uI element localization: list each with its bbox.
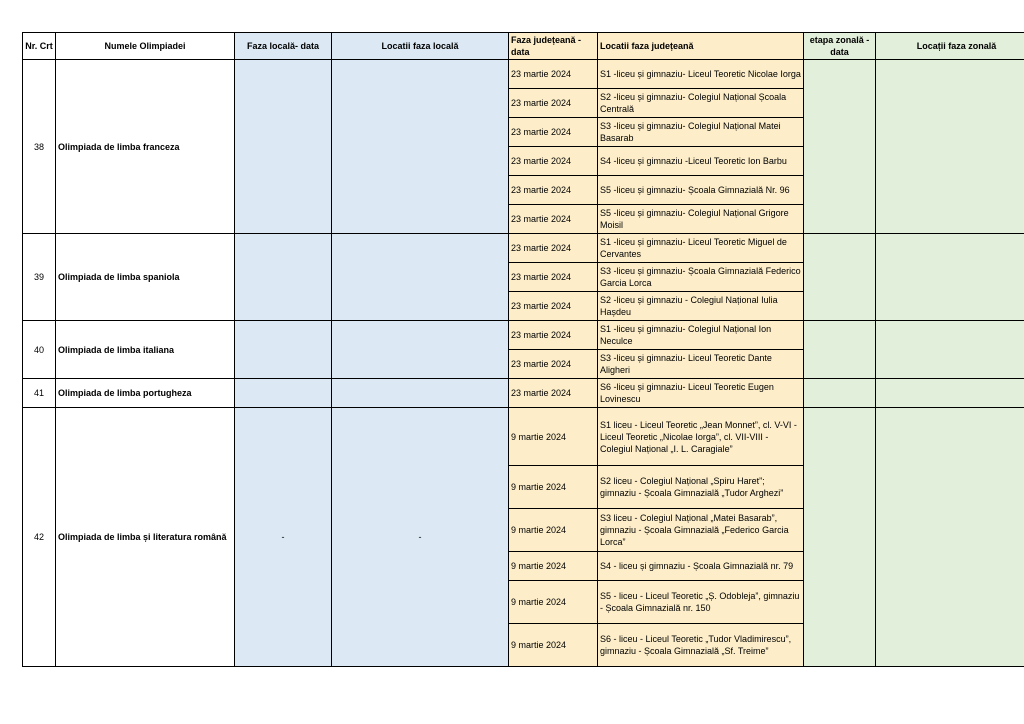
- zonal-date-cell: [804, 60, 876, 234]
- county-date-cell: 23 martie 2024: [509, 379, 598, 408]
- local-date-cell: -: [235, 408, 332, 667]
- header-local-date: Faza locală- data: [235, 33, 332, 60]
- county-date-cell: 23 martie 2024: [509, 147, 598, 176]
- county-date-cell: 23 martie 2024: [509, 205, 598, 234]
- county-date-cell: 23 martie 2024: [509, 263, 598, 292]
- header-zonal-locations: Locații faza zonală: [876, 33, 1024, 60]
- county-location-cell: S3 -liceu și gimnaziu- Colegiul Național Matei Basarab: [598, 118, 804, 147]
- county-location-cell: S5 - liceu - Liceul Teoretic „Ș. Odobleja”, gimnaziu - Școala Gimnazială nr. 150: [598, 581, 804, 624]
- zonal-location-cell: [876, 408, 1024, 667]
- county-date-cell: 9 martie 2024: [509, 466, 598, 509]
- county-location-cell: S3 liceu - Colegiul Național „Matei Basarab”, gimnaziu - Școala Gimnazială „Federico Garcia Lorca”: [598, 509, 804, 552]
- county-location-cell: S5 -liceu și gimnaziu- Colegiul Național Grigore Moisil: [598, 205, 804, 234]
- olympiad-number: 39: [23, 234, 56, 321]
- county-date-cell: 9 martie 2024: [509, 624, 598, 667]
- county-date-cell: 23 martie 2024: [509, 89, 598, 118]
- county-date-cell: 9 martie 2024: [509, 581, 598, 624]
- olympiad-number: 42: [23, 408, 56, 667]
- local-date-cell: [235, 60, 332, 234]
- zonal-date-cell: [804, 379, 876, 408]
- zonal-location-cell: [876, 60, 1024, 234]
- table-row: [23, 379, 1024, 408]
- local-location-cell: [332, 60, 509, 234]
- county-location-cell: S2 -liceu și gimnaziu - Colegiul Național Iulia Hașdeu: [598, 292, 804, 321]
- olympiad-name: Olimpiada de limba și literatura română: [56, 408, 235, 667]
- table-row: [23, 234, 1024, 263]
- county-location-cell: S1 -liceu și gimnaziu- Liceul Teoretic Miguel de Cervantes: [598, 234, 804, 263]
- zonal-location-cell: [876, 379, 1024, 408]
- county-location-cell: S3 -liceu și gimnaziu- Liceul Teoretic Dante Aligheri: [598, 350, 804, 379]
- olympiad-name: Olimpiada de limba italiana: [56, 321, 235, 379]
- county-location-cell: S2 liceu - Colegiul Național „Spiru Haret”; gimnaziu - Școala Gimnazială „Tudor Arghezi”: [598, 466, 804, 509]
- county-date-cell: 23 martie 2024: [509, 350, 598, 379]
- county-location-cell: S4 -liceu și gimnaziu -Liceul Teoretic Ion Barbu: [598, 147, 804, 176]
- table-row: [23, 408, 1024, 466]
- local-date-cell: [235, 234, 332, 321]
- olympiad-name: Olimpiada de limba franceza: [56, 60, 235, 234]
- olympiad-number: 38: [23, 60, 56, 234]
- local-location-cell: [332, 321, 509, 379]
- county-date-cell: 9 martie 2024: [509, 408, 598, 466]
- local-location-cell: -: [332, 408, 509, 667]
- county-location-cell: S5 -liceu și gimnaziu- Școala Gimnazială Nr. 96: [598, 176, 804, 205]
- county-date-cell: 23 martie 2024: [509, 118, 598, 147]
- county-location-cell: S1 -liceu și gimnaziu- Colegiul Național Ion Neculce: [598, 321, 804, 350]
- zonal-location-cell: [876, 234, 1024, 321]
- county-date-cell: 9 martie 2024: [509, 509, 598, 552]
- olympiad-schedule-table: [22, 32, 1024, 667]
- header-zonal-date: etapa zonală - data: [804, 33, 876, 60]
- zonal-location-cell: [876, 321, 1024, 379]
- county-date-cell: 23 martie 2024: [509, 60, 598, 89]
- header-row: [23, 33, 1024, 60]
- olympiad-name: Olimpiada de limba portugheza: [56, 379, 235, 408]
- county-location-cell: S1 liceu - Liceul Teoretic „Jean Monnet”, cl. V-VI - Liceul Teoretic „Nicolae Iorga”, cl. VII-VIII - Colegiul Național „I. L. Caragiale”: [598, 408, 804, 466]
- header-county-date: Faza județeană - data: [509, 33, 598, 60]
- table-body: [23, 60, 1024, 667]
- header-local-locations: Locatii faza locală: [332, 33, 509, 60]
- county-location-cell: S1 -liceu și gimnaziu- Liceul Teoretic Nicolae Iorga: [598, 60, 804, 89]
- county-location-cell: S3 -liceu și gimnaziu- Școala Gimnazială Federico Garcia Lorca: [598, 263, 804, 292]
- table-row: [23, 321, 1024, 350]
- county-location-cell: S6 -liceu și gimnaziu- Liceul Teoretic Eugen Lovinescu: [598, 379, 804, 408]
- county-location-cell: S4 - liceu și gimnaziu - Școala Gimnazială nr. 79: [598, 552, 804, 581]
- header-nr: Nr. Crt: [23, 33, 56, 60]
- county-date-cell: 23 martie 2024: [509, 321, 598, 350]
- header-name: Numele Olimpiadei: [56, 33, 235, 60]
- county-date-cell: 23 martie 2024: [509, 292, 598, 321]
- local-date-cell: [235, 321, 332, 379]
- county-date-cell: 23 martie 2024: [509, 176, 598, 205]
- county-location-cell: S6 - liceu - Liceul Teoretic „Tudor Vladimirescu”, gimnaziu - Școala Gimnazială „Sf. Treime”: [598, 624, 804, 667]
- local-date-cell: [235, 379, 332, 408]
- county-date-cell: 9 martie 2024: [509, 552, 598, 581]
- zonal-date-cell: [804, 408, 876, 667]
- zonal-date-cell: [804, 234, 876, 321]
- olympiad-name: Olimpiada de limba spaniola: [56, 234, 235, 321]
- header-county-locations: Locatii faza județeană: [598, 33, 804, 60]
- local-location-cell: [332, 379, 509, 408]
- county-date-cell: 23 martie 2024: [509, 234, 598, 263]
- table-row: [23, 60, 1024, 89]
- county-location-cell: S2 -liceu și gimnaziu- Colegiul Național Școala Centrală: [598, 89, 804, 118]
- zonal-date-cell: [804, 321, 876, 379]
- local-location-cell: [332, 234, 509, 321]
- olympiad-number: 40: [23, 321, 56, 379]
- olympiad-number: 41: [23, 379, 56, 408]
